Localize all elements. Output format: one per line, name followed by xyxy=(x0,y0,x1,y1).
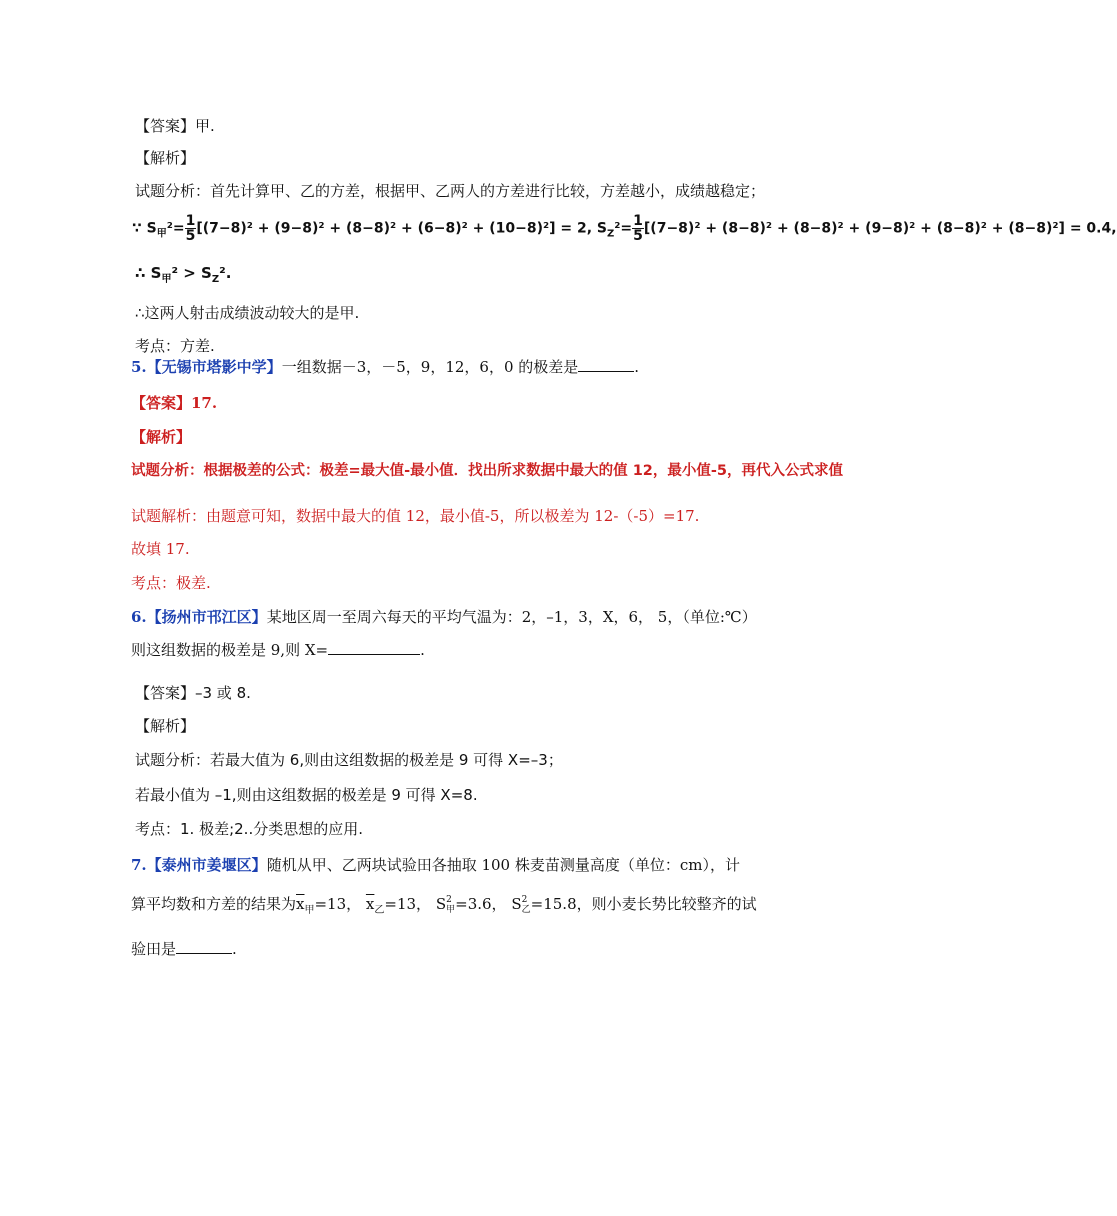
frac-den: 5 xyxy=(633,228,643,244)
q5-solution: 试题解析：由题意可知，数据中最大的值 12，最小值-5，所以极差为 12-（-5）=17. xyxy=(131,507,700,525)
variance-exp-jia: ² xyxy=(166,220,173,237)
variance-sup: 2 xyxy=(446,895,452,905)
mean-sub-yi: 乙 xyxy=(374,905,385,916)
q4-conclusion: ∴这两人射击成绩波动较大的是甲. xyxy=(135,304,360,322)
q7-stem-line1 xyxy=(131,855,740,875)
q6-answer-blank xyxy=(328,640,420,655)
q4-analysis-label: 【解析】 xyxy=(135,149,196,167)
q5-fill: 故填 17. xyxy=(131,540,190,558)
q4-therefore xyxy=(135,263,231,290)
q6-stem-line2-end: . xyxy=(420,641,425,659)
q7-line3-end: . xyxy=(232,940,237,958)
fraction-one-fifth xyxy=(185,214,197,243)
mean-value-jia: =13， xyxy=(314,895,362,913)
q5-number: 5. xyxy=(131,358,147,376)
equals-sign: = xyxy=(172,220,185,237)
mean-value-yi: =13， xyxy=(384,895,432,913)
q6-stem-line2-text: 则这组数据的极差是 9,则 X= xyxy=(131,641,329,659)
q5-source: 【无锡市塔影中学】 xyxy=(146,358,282,376)
variance-symbol-yi: S xyxy=(511,895,522,913)
variance-body-yi: [(7−8)² + (8−8)² + (8−8)² + (9−8)² + (8−8)² + (8−8)²] = 0.4, xyxy=(643,220,1117,237)
variance-body-jia: [(7−8)² + (9−8)² + (8−8)² + (6−8)² + (10−8)²] = 2, xyxy=(196,220,593,237)
q7-source: 【泰州市姜堰区】 xyxy=(146,856,267,874)
q5-answer-blank xyxy=(578,357,634,372)
variance-sup: 2 xyxy=(521,895,528,905)
frac-num: 1 xyxy=(633,213,643,229)
q4-variance-formula xyxy=(132,214,1117,246)
because-symbol: ∵ xyxy=(132,220,142,237)
variance-value-jia: =3.6， xyxy=(455,895,507,913)
frac-den: 5 xyxy=(185,228,196,244)
q5-point: 考点：极差. xyxy=(131,574,211,592)
q5-stem xyxy=(131,357,639,377)
variance-value-yi: =15.8，则小麦长势比较整齐的试 xyxy=(530,895,757,913)
q7-line3-pre: 验田是 xyxy=(131,940,177,958)
variance-symbol-yi: S xyxy=(596,220,608,237)
q6-analysis-1: 试题分析：若最大值为 6,则由这组数据的极差是 9 可得 X=–3； xyxy=(135,751,563,769)
variance-supsub-jia xyxy=(446,895,455,915)
variance-sub-jia: 甲 xyxy=(156,228,167,240)
q5-answer: 【答案】17. xyxy=(131,394,218,412)
q7-stem-line3 xyxy=(131,939,237,959)
variance-sub-yi: Z xyxy=(607,228,615,240)
q6-point: 考点：1. 极差;2..分类思想的应用. xyxy=(135,820,363,838)
q4-analysis: 试题分析：首先计算甲、乙的方差，根据甲、乙两人的方差进行比较，方差越小，成绩越稳定； xyxy=(135,182,766,200)
mean-symbol-jia: $\overline{x}$ xyxy=(296,895,305,913)
variance-symbol-jia: S xyxy=(146,220,157,237)
q5-analysis: 试题分析：根据极差的公式：极差=最大值-最小值．找出所求数据中最大的值 12，最小值-5，再代入公式求值 xyxy=(131,463,843,479)
q6-analysis-2: 若最小值为 –1,则由这组数据的极差是 9 可得 X=8. xyxy=(135,786,478,804)
therefore-part3: ². xyxy=(219,264,232,282)
frac-num: 1 xyxy=(185,213,196,229)
q7-stem-line2 xyxy=(131,894,757,921)
variance-sub-jia: 甲 xyxy=(446,905,456,915)
mean-sub-jia: 甲 xyxy=(304,905,315,916)
variance-exp-yi: ² xyxy=(614,220,621,237)
therefore-sub-yi: Z xyxy=(211,274,220,285)
q6-source: 【扬州市邗江区】 xyxy=(146,608,267,626)
therefore-part1: ∴ S xyxy=(135,264,162,282)
q7-stem-text: 随机从甲、乙两块试验田各抽取 100 株麦苗测量高度（单位：cm），计 xyxy=(266,856,740,874)
therefore-sub-jia: 甲 xyxy=(161,274,172,285)
q4-point: 考点：方差. xyxy=(135,337,215,355)
q7-line2-pre: 算平均数和方差的结果为 xyxy=(131,895,297,913)
q5-stem-end: . xyxy=(634,358,640,376)
variance-sub-yi: 乙 xyxy=(521,905,531,915)
fraction-one-fifth xyxy=(632,214,644,243)
equals-sign: = xyxy=(620,220,633,237)
q7-number: 7. xyxy=(131,856,147,874)
q6-answer: 【答案】–3 或 8. xyxy=(135,684,251,702)
mean-symbol-yi: $\overline{x}$ xyxy=(365,895,375,913)
q5-analysis-label: 【解析】 xyxy=(131,428,192,446)
q4-answer: 【答案】甲. xyxy=(135,117,215,135)
q6-stem-line2 xyxy=(131,640,425,660)
q5-stem-text: 一组数据－3，－5，9，12，6，0 的极差是 xyxy=(281,358,579,376)
variance-symbol-jia: S xyxy=(435,895,447,913)
therefore-part2: ² > S xyxy=(171,264,212,282)
q6-analysis-label: 【解析】 xyxy=(135,717,196,735)
variance-supsub-yi xyxy=(522,895,531,915)
q7-answer-blank xyxy=(176,939,232,954)
q6-number: 6. xyxy=(131,608,147,626)
q6-stem-text: 某地区周一至周六每天的平均气温为：2，–1，3，X，6， 5，（单位:℃） xyxy=(266,608,757,626)
q6-stem-line1 xyxy=(131,607,757,627)
